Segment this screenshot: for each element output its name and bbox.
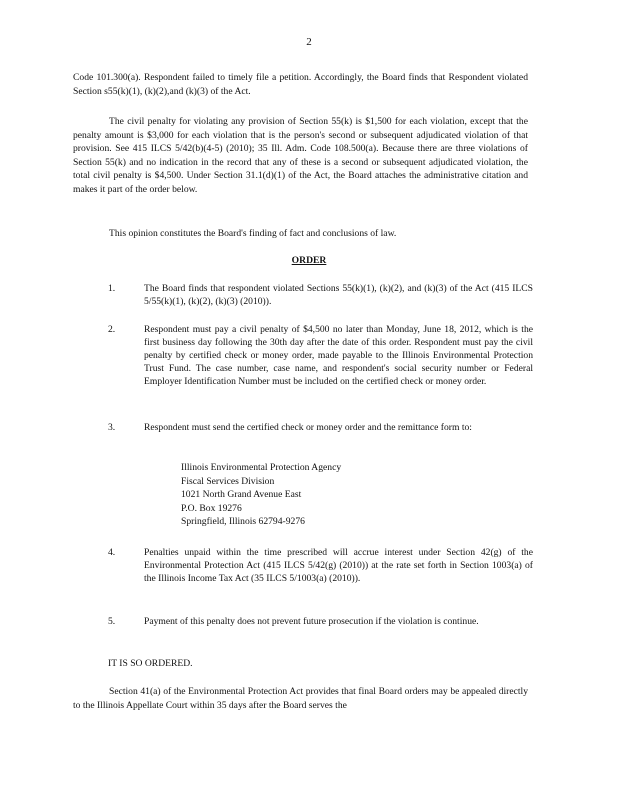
so-ordered: IT IS SO ORDERED. [108, 658, 193, 669]
address-line: 1021 North Grand Avenue East [181, 489, 302, 500]
order-item-4 [108, 546, 533, 585]
address-line: Springfield, Illinois 62794-9276 [181, 516, 305, 527]
order-item-1 [108, 282, 533, 308]
remittance-address [181, 461, 341, 529]
paragraph-continuation: Code 101.300(a). Respondent failed to timely file a petition. Accordingly, the Board finds that Respondent violated Section s55(k)(1), (k)(2),and (k)(3) of the Act. [73, 72, 528, 97]
order-heading [0, 255, 618, 266]
paragraph-opinion: This opinion constitutes the Board's finding of fact and conclusions of law. [109, 228, 397, 239]
order-item-number: 2. [108, 324, 116, 335]
order-item-text: Payment of this penalty does not prevent future prosecution if the violation is continue. [144, 616, 479, 627]
order-heading-text: ORDER [291, 255, 327, 266]
order-item-text: Respondent must send the certified check or money order and the remittance form to: [144, 422, 472, 433]
address-line: Illinois Environmental Protection Agency [181, 462, 342, 473]
paragraph-civil-penalty: The civil penalty for violating any provision of Section 55(k) is $1,500 for each violation, except that the penalty amount is $3,000 for each violation that is the person's second or subsequent adjudicated violation of that provision. See 415 ILCS 5/42(b)(4-5) (2010); 35 Ill. Adm. Code 108.500(a). Because there are three violations of Section 55(k) and no indication in the record that any of these is a second or subsequent adjudicated violation, the total civil penalty is $4,500. Under Section 31.1(d)(1) of the Act, the Board attaches the administrative citation and makes it part of the order below. [73, 116, 528, 195]
order-item-5 [108, 615, 533, 628]
address-line: Fiscal Services Division [181, 475, 275, 487]
order-item-number: 3. [108, 422, 116, 433]
order-item-number: 4. [108, 547, 116, 558]
order-item-2 [108, 323, 533, 388]
address-line: P.O. Box 19276 [181, 502, 242, 514]
order-item-text: The Board finds that respondent violated Sections 55(k)(1), (k)(2), and (k)(3) of the Act (415 ILCS 5/55(k)(1), (k)(2), (k)(3) (2010)). [144, 283, 533, 307]
order-item-number: 5. [108, 616, 116, 627]
order-item-text: Penalties unpaid within the time prescribed will accrue interest under Section 42(g) of the Environmental Protection Act (415 ILCS 5/42(g) (2010)) at the rate set forth in Section 1003(a) of the Illinois Income Tax Act (35 ILCS 5/1003(a) (2010)). [144, 547, 533, 584]
order-item-text: Respondent must pay a civil penalty of $4,500 no later than Monday, June 18, 2012, which is the first business day following the 30th day after the date of this order. Respondent must pay the civil penalty by certified check or money order, made payable to the Illinois Environmental Protection Trust Fund. The case number, case name, and respondent's social security number or Federal Employer Identification Number must be included on the certified check or money order. [144, 324, 533, 387]
page-number: 2 [306, 36, 312, 48]
paragraph-appeal: Section 41(a) of the Environmental Protection Act provides that final Board orders may be appealed directly to the Illinois Appellate Court within 35 days after the Board serves the [73, 686, 528, 711]
order-item-number: 1. [108, 283, 116, 294]
order-item-3 [108, 421, 533, 434]
